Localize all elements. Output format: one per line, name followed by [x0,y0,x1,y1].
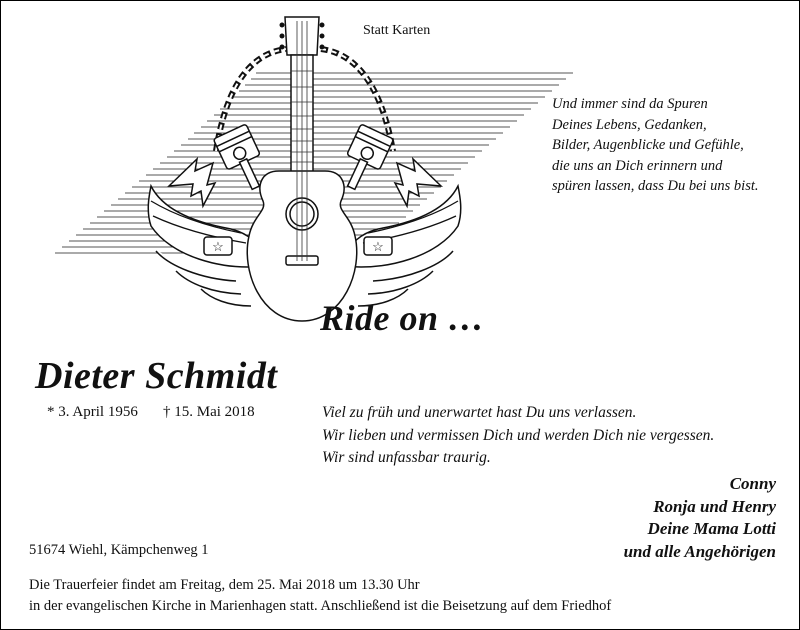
death-date: † 15. Mai 2018 [163,404,255,420]
mourner: Ronja und Henry [653,496,776,516]
poem-line: Bilder, Augenblicke und Gefühle, [552,137,744,153]
address: 51674 Wiehl, Kämpchenweg 1 [29,542,209,558]
funeral-notice [29,575,611,617]
mourner: Conny [729,474,776,493]
poem-line: die uns an Dich erinnern und [552,157,723,174]
mourner: Deine Mama Lotti [647,519,776,538]
motto: Ride on … [320,298,485,338]
farewell-line: Viel zu früh und unerwartet hast Du uns verlassen. [322,404,637,421]
mourner: und alle Angehörigen [623,541,776,561]
poem-line: spüren lassen, dass Du bei uns bist. [552,178,759,194]
notice-line: in der evangelischen Kirche in Marienhagen statt. Anschließend ist die Beisetzung auf dem Friedhof [29,598,612,614]
header-statt-karten: Statt Karten [363,23,431,38]
farewell-text [322,402,714,470]
poem-line: Und immer sind da Spuren [552,96,708,112]
farewell-line: Wir lieben und vermissen Dich und werden Dich nie vergessen. [322,426,715,444]
poem-line: Deines Lebens, Gedanken, [552,116,707,133]
notice-line: Die Trauerfeier findet am Freitag, dem 25. Mai 2018 um 13.30 Uhr [29,577,420,593]
farewell-line: Wir sind unfassbar traurig. [322,449,491,466]
birth-date: * 3. April 1956 [47,404,138,420]
star-icon: ☆ [372,239,384,254]
star-icon: ☆ [212,239,224,254]
deceased-name: Dieter Schmidt [35,355,278,397]
poem [552,94,759,197]
mourners-list [624,473,776,563]
